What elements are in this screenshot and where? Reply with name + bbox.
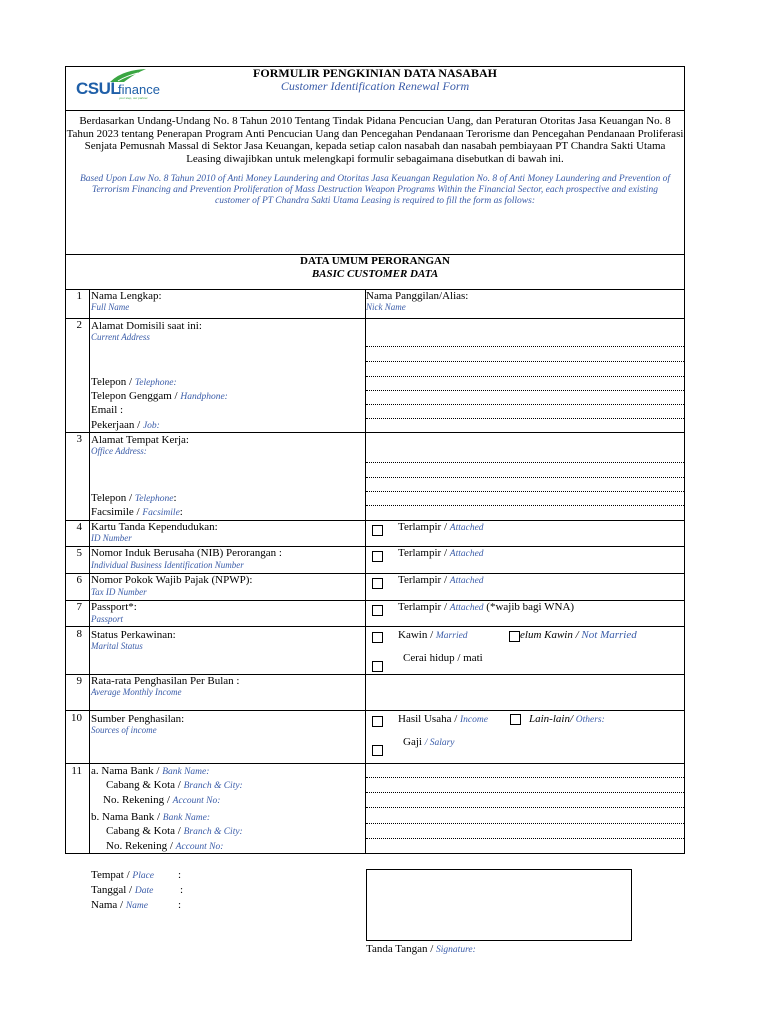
npwp-attached-label: Terlampir / Attached: [398, 574, 484, 586]
intro-text-en: Based Upon Law No. 8 Tahun 2010 of Anti Money Laundering and Otoritas Jasa Keuangan Regulation No. 8 of Anti Money Laundering and Prevention of Terrorism Financing and Prevention Proliferation of Mass Destruction Weapon Programs Within the Financial Sector, each prospective and existing customer of PT Chandra Sakti Utama Leasing is required to fill the form as follows:: [79, 174, 671, 206]
email-label: Email :: [91, 404, 124, 416]
row-number: 7: [76, 601, 82, 613]
fill-line: [366, 807, 684, 808]
handphone-label: Telepon Genggam / Handphone:: [91, 390, 228, 402]
fill-line: [366, 376, 684, 377]
fill-line: [366, 404, 684, 405]
office-address-label: Alamat Tempat Kerja:: [91, 434, 189, 446]
current-address-label-en: Current Address: [91, 332, 150, 342]
not-married-checkbox[interactable]: [509, 631, 520, 642]
npwp-attached-checkbox[interactable]: [372, 578, 383, 589]
row-border: [65, 626, 685, 627]
row-border: [65, 600, 685, 601]
signature-label: Tanda Tangan / Signature:: [366, 943, 476, 955]
income-source-label: Sumber Penghasilan:: [91, 713, 185, 725]
value-column-border: [365, 289, 366, 854]
nick-name-label: Nama Panggilan/Alias:: [366, 290, 469, 302]
row-border: [65, 318, 685, 319]
fill-line: [366, 390, 684, 391]
name-label: Nama / Name: [91, 899, 148, 911]
row-number: 1: [76, 290, 82, 302]
fill-line: [366, 792, 684, 793]
row-number: 11: [71, 765, 82, 777]
fill-line: [366, 418, 684, 419]
place-colon: :: [178, 869, 182, 881]
fill-line: [366, 477, 684, 478]
monthly-income-label-en: Average Monthly Income: [91, 687, 182, 697]
bank-b-branch-label: Cabang & Kota / Branch & City:: [106, 825, 243, 837]
telephone-label: Telepon / Telephone:: [91, 376, 177, 388]
row-number: 9: [76, 675, 82, 687]
nib-attached-label: Terlampir / Attached: [398, 547, 484, 559]
passport-attached-checkbox[interactable]: [372, 605, 383, 616]
fill-line: [366, 346, 684, 347]
monthly-income-label: Rata-rata Penghasilan Per Bulan :: [91, 675, 240, 687]
married-label: Kawin / Married: [398, 629, 468, 641]
row-number: 5: [76, 547, 82, 559]
section-subtitle: BASIC CUSTOMER DATA: [311, 268, 439, 280]
place-label: Tempat / Place: [91, 869, 155, 881]
nib-attached-checkbox[interactable]: [372, 551, 383, 562]
row-border: [65, 710, 685, 711]
bank-b-name-label: b. Nama Bank / Bank Name:: [91, 811, 211, 823]
npwp-label: Nomor Pokok Wajib Pajak (NPWP):: [91, 574, 253, 586]
nib-label: Nomor Induk Berusaha (NIB) Perorangan :: [91, 547, 282, 559]
fill-line: [366, 491, 684, 492]
fill-line: [366, 777, 684, 778]
office-address-label-en: Office Address:: [91, 446, 147, 456]
marital-status-label: Status Perkawinan:: [91, 629, 176, 641]
logo-tagline: your step, our partner: [119, 96, 148, 100]
date-label: Tanggal / Date: [91, 884, 154, 896]
passport-attached-label: Terlampir / Attached (*wajib bagi WNA): [398, 601, 575, 613]
facsimile-label: Facsimile / Facsimile:: [91, 506, 183, 518]
fill-line: [366, 462, 684, 463]
married-checkbox[interactable]: [372, 632, 383, 643]
id-card-attached-label: Terlampir / Attached: [398, 521, 484, 533]
row-border: [65, 763, 685, 764]
row-number: 2: [76, 319, 82, 331]
bank-b-account-label: No. Rekening / Account No:: [106, 840, 224, 852]
logo-brand: CSUL: [76, 79, 121, 98]
form-title: FORMULIR PENGKINIAN DATA NASABAH: [253, 66, 497, 80]
intro-text-id: Berdasarkan Undang-Undang No. 8 Tahun 2010 Tentang Tindak Pidana Pencucian Uang, dan Peraturan Otoritas Jasa Keuangan No. 8 Tahun 2023 tentang Penerapan Program Anti Pencucian Uang dan Pencegahan Pendanaan Terorisme dan Pencegahan Pendanaan Proliferasi Senjata Pemusnah Massal di Sektor Jasa Keuangan, kepada setiap calon nasabah dan nasabah pembiayaan PT Chandra Sakti Utama Leasing diwajibkan untuk melengkapi formulir sebagaimana disebutkan di bawah ini.: [66, 115, 684, 165]
date-colon: :: [180, 884, 184, 896]
bank-a-name-label: a. Nama Bank / Bank Name:: [91, 765, 210, 777]
id-card-attached-checkbox[interactable]: [372, 525, 383, 536]
bank-a-account-label: No. Rekening / Account No:: [103, 794, 221, 806]
section-title: DATA UMUM PERORANGAN: [300, 255, 450, 267]
salary-label: Gaji / Salary: [403, 736, 455, 748]
job-label: Pekerjaan / Job:: [91, 419, 160, 431]
row-number: 3: [76, 433, 82, 445]
divider: [65, 110, 685, 111]
fill-line: [366, 838, 684, 839]
fill-line: [366, 823, 684, 824]
nib-label-en: Individual Business Identification Number: [91, 560, 244, 570]
divorced-checkbox[interactable]: [372, 661, 383, 672]
nick-name-label-en: Nick Name: [366, 302, 406, 312]
signature-box[interactable]: [366, 869, 632, 941]
salary-checkbox[interactable]: [372, 745, 383, 756]
logo-word: finance: [118, 82, 160, 97]
row-number: 6: [76, 574, 82, 586]
other-income-checkbox[interactable]: [510, 714, 521, 725]
row-number: 4: [76, 521, 82, 533]
fill-line: [366, 361, 684, 362]
id-card-label-en: ID Number: [91, 533, 132, 543]
other-income-label: Lain-lain/ Others:: [529, 713, 605, 725]
row-number: 8: [76, 628, 82, 640]
fill-line: [366, 505, 684, 506]
form-subtitle: Customer Identification Renewal Form: [280, 79, 470, 93]
full-name-label-en: Full Name: [91, 302, 130, 312]
current-address-label: Alamat Domisili saat ini:: [91, 320, 202, 332]
marital-status-label-en: Marital Status: [91, 641, 143, 651]
business-income-checkbox[interactable]: [372, 716, 383, 727]
business-income-label: Hasil Usaha / Income: [398, 713, 488, 725]
id-card-label: Kartu Tanda Kependudukan:: [91, 521, 218, 533]
divorced-label: Cerai hidup / mati: [403, 652, 483, 664]
passport-label-en: Passport: [91, 614, 124, 624]
office-telephone-label: Telepon / Telephone:: [91, 492, 177, 504]
passport-label: Passport*:: [91, 601, 137, 613]
income-source-label-en: Sources of income: [91, 725, 157, 735]
npwp-label-en: Tax ID Number: [91, 587, 147, 597]
row-number: 10: [71, 712, 82, 724]
bank-a-branch-label: Cabang & Kota / Branch & City:: [106, 779, 243, 791]
name-colon: :: [178, 899, 182, 911]
not-married-label: elum Kawin / Not Married: [520, 629, 637, 641]
number-column-border: [89, 289, 90, 854]
full-name-label: Nama Lengkap:: [91, 290, 162, 302]
